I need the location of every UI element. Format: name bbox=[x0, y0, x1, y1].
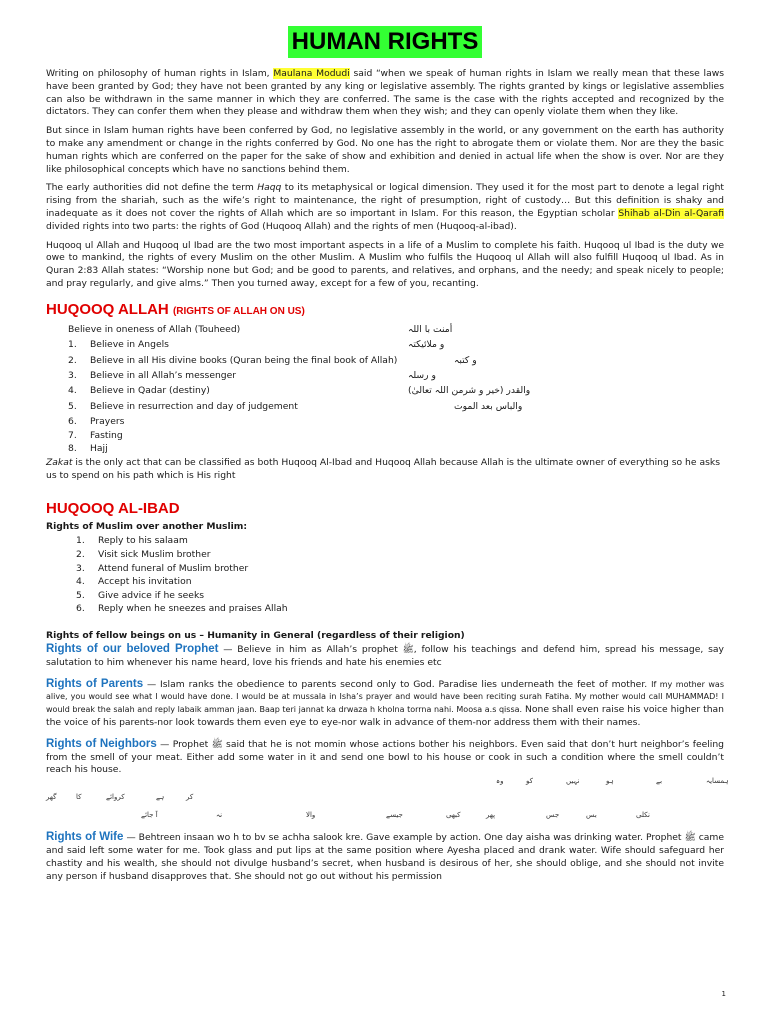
parents-rights-text-2: None shall even raise his voice higher than the voice of his parents-nor look towards them even eye to eye-nor walk in advance of them-nor address them with their names. bbox=[46, 704, 724, 729]
document-page bbox=[46, 26, 729, 889]
allah-list-item bbox=[46, 337, 724, 352]
allah-item-text: Believe in Angels bbox=[90, 339, 169, 351]
intro-p3-pre: The early authorities did not define the term bbox=[46, 182, 254, 194]
intro-paragraph-3 bbox=[46, 182, 724, 233]
prophet-rights-paragraph bbox=[46, 643, 724, 670]
allah-item-text: Fasting bbox=[90, 429, 123, 441]
parents-rights-text: — Islam ranks the obedience to parents second only to God. Paradise lies underneath the feet of mother. bbox=[147, 678, 648, 690]
list-item bbox=[46, 562, 724, 576]
parents-rights-title: Rights of Parents bbox=[46, 677, 144, 690]
list-number: 5. bbox=[76, 589, 85, 601]
term-haqq: Haqq bbox=[257, 182, 282, 194]
huqooq-allah-subtitle: (RIGHTS OF ALLAH ON US) bbox=[172, 305, 305, 317]
allah-list-item bbox=[46, 368, 724, 383]
allah-list-item bbox=[46, 399, 724, 414]
allah-item-number: 8. bbox=[68, 443, 77, 455]
neighbors-rights-text: — Prophet ﷺ said that he is not momin whose actions bother his neighbors. Even said that don’t hurt neighbor’s feeling from the smell of your meat. Either add some water in it and send one bowl to his house or cook in such a condition where the smell couldn’t reach his house. bbox=[46, 738, 725, 776]
allah-item-arabic: والقدر (خیر و شرمن اللہ تعالیٰ) bbox=[408, 385, 531, 397]
intro-paragraph-2: But since in Islam human rights have been conferred by God, no legislative assembly in the world, or any government on the earth has authority to make any amendment or change in the rights conferred by God. No one has the right to abrogate them or violate them. Nor are they the basic human rights which are conferred on the paper for the sake of show and exhibition and denied in actual life when the show is over. Nor are they like philosophical concepts which have no sanctions behind them. bbox=[46, 125, 724, 175]
allah-list-item bbox=[46, 428, 724, 442]
list-item bbox=[46, 602, 724, 616]
list-text: Reply to his salaam bbox=[98, 535, 188, 547]
muslim-rights-list bbox=[46, 534, 724, 616]
list-text: Reply when he sneezes and praises Allah bbox=[98, 603, 288, 615]
allah-item-number: 3. bbox=[68, 369, 77, 381]
urdu-fragment: ہمسایہ bbox=[706, 777, 729, 786]
urdu-fragment: بس bbox=[586, 811, 597, 820]
intro-paragraph-1 bbox=[46, 68, 724, 119]
list-text: Attend funeral of Muslim brother bbox=[98, 562, 249, 574]
highlight-qarafi: Shihab al-Din al-Qarafi bbox=[618, 207, 725, 219]
wife-rights-paragraph bbox=[46, 831, 724, 883]
huqooq-allah-list bbox=[46, 322, 724, 455]
intro-p1-post: said “when we speak of human rights in Islam we really mean that these laws have been granted by God; they have not been granted by any king or legislative assembly. The rights granted by kings or legislative assemblies can also be withdrawn in the same manner in which they are conferred. The same is the case with the rights accepted and recognized by the dictators. They can confer them when they please and withdraw them when they wish; and they can openly violate them when they like. bbox=[46, 68, 725, 118]
urdu-fragment: بے bbox=[656, 777, 663, 786]
allah-item-text: Believe in all Allah’s messenger bbox=[90, 369, 237, 381]
wife-rights-text: — Behtreen insaan wo h to bv se achha salook kre. Gave example by action. One day aisha was drinking water. Prophet ﷺ came and said left some water for me. Took glass and put lips at the same position where Ayesha placed and drank water. Wife should safeguard her chastity and his wealth, she should not divulge husband’s secret, when husband is desirous of her, she should oblige, and she should not invite any person if husband disapproves that. She should not go out without his permission bbox=[46, 832, 724, 882]
neighbors-rights-title: Rights of Neighbors bbox=[46, 737, 157, 750]
allah-item-arabic: و ملائیکتہ bbox=[408, 339, 445, 351]
allah-item-text: Hajj bbox=[90, 443, 108, 455]
urdu-fragment: ہو bbox=[606, 777, 614, 786]
urdu-fragment: نہ bbox=[216, 811, 223, 820]
allah-item-arabic: و رسلہ bbox=[408, 369, 436, 381]
allah-item-number: 7. bbox=[68, 429, 77, 441]
urdu-fragment: جس bbox=[546, 811, 560, 820]
allah-item-arabic: والباس بعد الموت bbox=[454, 400, 523, 412]
urdu-fragment: کو bbox=[526, 777, 533, 786]
allah-list-item bbox=[46, 441, 724, 455]
highlight-maulana-modudi: Maulana Modudi bbox=[273, 68, 350, 79]
allah-item-number: 5. bbox=[68, 400, 77, 412]
page-number: 1 bbox=[721, 990, 726, 998]
title-wrap bbox=[46, 26, 724, 58]
allah-item-number: 2. bbox=[68, 354, 77, 366]
allah-item-number: 1. bbox=[68, 339, 77, 351]
allah-item-text: Believe in resurrection and day of judgement bbox=[90, 400, 298, 412]
allah-item-text: Believe in oneness of Allah (Touheed) bbox=[68, 323, 241, 335]
intro-p3-post: divided rights into two parts: the rights of God (Huqooq Allah) and the rights of men (Huqooq-al-ibad). bbox=[46, 220, 517, 232]
neighbors-rights-paragraph bbox=[46, 738, 724, 777]
urdu-fragment: وہ bbox=[496, 777, 504, 786]
allah-item-text: Believe in Qadar (destiny) bbox=[90, 385, 210, 397]
huqooq-allah-heading bbox=[46, 301, 724, 318]
list-text: Give advice if he seeks bbox=[98, 589, 205, 601]
prophet-rights-title: Rights of our beloved Prophet bbox=[46, 643, 219, 656]
list-number: 1. bbox=[76, 535, 85, 547]
list-number: 4. bbox=[76, 576, 85, 588]
urdu-fragment: پھر bbox=[486, 811, 496, 820]
list-text: Accept his invitation bbox=[98, 576, 192, 588]
list-number: 6. bbox=[76, 603, 85, 615]
allah-item-text: Believe in all His divine books (Quran being the final book of Allah) bbox=[90, 354, 398, 366]
urdu-fragment: کبھی bbox=[446, 811, 461, 820]
intro-p1-pre: Writing on philosophy of human rights in Islam, bbox=[46, 68, 270, 79]
allah-item-text: Prayers bbox=[90, 416, 125, 428]
urdu-fragment: گھر bbox=[46, 793, 57, 802]
list-item bbox=[46, 589, 724, 603]
allah-list-item bbox=[46, 414, 724, 428]
list-item bbox=[46, 575, 724, 589]
wife-rights-title: Rights of Wife bbox=[46, 831, 124, 844]
list-item bbox=[46, 548, 724, 562]
list-number: 3. bbox=[76, 562, 85, 574]
muslim-rights-title: Rights of Muslim over another Muslim: bbox=[46, 521, 248, 533]
zakat-paragraph bbox=[46, 457, 724, 483]
huqooq-allah-title: HUQOOQ ALLAH bbox=[46, 300, 169, 318]
urdu-fragment: جیسے bbox=[386, 811, 403, 820]
huqooq-ibad-heading: HUQOOQ AL-IBAD bbox=[46, 500, 180, 518]
urdu-fragment: ہے bbox=[156, 793, 165, 802]
fellow-beings-title: Rights of fellow beings on us – Humanity in General (regardless of their religion) bbox=[46, 630, 465, 642]
urdu-fragment: آ جائے bbox=[141, 811, 158, 820]
urdu-fragment: کا bbox=[76, 793, 82, 802]
parents-rights-story: If my mother was alive, you would see what I would have done. I would be at mussala in Isha’s prayer and would have been reciting surah Fatiha. My mother would call MUHAMMAD! I would break the salah and reply labaik amman jaan. Baap teri jannat ka drwaza h kholna torrna nahi. Moosa a.s qissa. bbox=[46, 679, 724, 715]
list-text: Visit sick Muslim brother bbox=[98, 549, 211, 561]
allah-item-number: 4. bbox=[68, 385, 77, 397]
urdu-fragment: نکلی bbox=[636, 811, 650, 820]
allah-item-number: 6. bbox=[68, 416, 77, 428]
prophet-rights-text: — Believe in him as Allah’s prophet ﷺ, follow his teachings and defend him, spread his message, say salutation to him whenever his name heard, love his friends and hate his enemies etc bbox=[46, 644, 724, 668]
intro-p3-mid: to its metaphysical or logical dimension. They used it for the most part to denote a legal right rising from the shariah, such as the wife’s right to maintenance, the right of presumption, right of custody… But this definition is shaky and inadequate as it does not cover the rights of Allah which are so important in Islam. For this reason, the Egyptian scholar bbox=[46, 182, 724, 219]
list-number: 2. bbox=[76, 549, 85, 561]
allah-list-item bbox=[46, 322, 724, 337]
urdu-fragment-area bbox=[46, 777, 729, 825]
urdu-fragment: کر bbox=[186, 793, 194, 802]
allah-list-item bbox=[46, 383, 724, 398]
allah-item-arabic: و کتبہ bbox=[454, 354, 477, 366]
page-title: HUMAN RIGHTS bbox=[288, 26, 483, 58]
intro-paragraph-4: Huqooq ul Allah and Huqooq ul Ibad are the two most important aspects in a life of a Muslim to complete his faith. Huqooq ul Ibad is the duty we owe to mankind, the rights of every Muslim on the other Muslim. A Muslim who fulfils the Huqooq ul Allah will also fulfill Huqooq ul Ibad. As in Quran 2:83 Allah states: “Worship none but God; and be good to parents, and relatives, and orphans, and the needy; and speak nicely to people; and pray regularly, and give alms.” Then you turned away, except for a few of you, recanting. bbox=[46, 239, 724, 289]
allah-item-arabic: أمنت با اللہ bbox=[408, 323, 453, 335]
list-item bbox=[46, 534, 724, 548]
urdu-fragment: نہیں bbox=[566, 777, 580, 786]
urdu-fragment: والا bbox=[306, 811, 316, 820]
parents-rights-paragraph bbox=[46, 678, 724, 730]
allah-list-item bbox=[46, 353, 724, 368]
term-zakat: Zakat bbox=[46, 456, 73, 468]
urdu-fragment: کروائے bbox=[106, 793, 125, 802]
zakat-text: is the only act that can be classified as both Huqooq Al-Ibad and Huqooq Allah because Allah is the ultimate owner of everything so he asks us to spend on his path which is His right bbox=[46, 456, 720, 481]
